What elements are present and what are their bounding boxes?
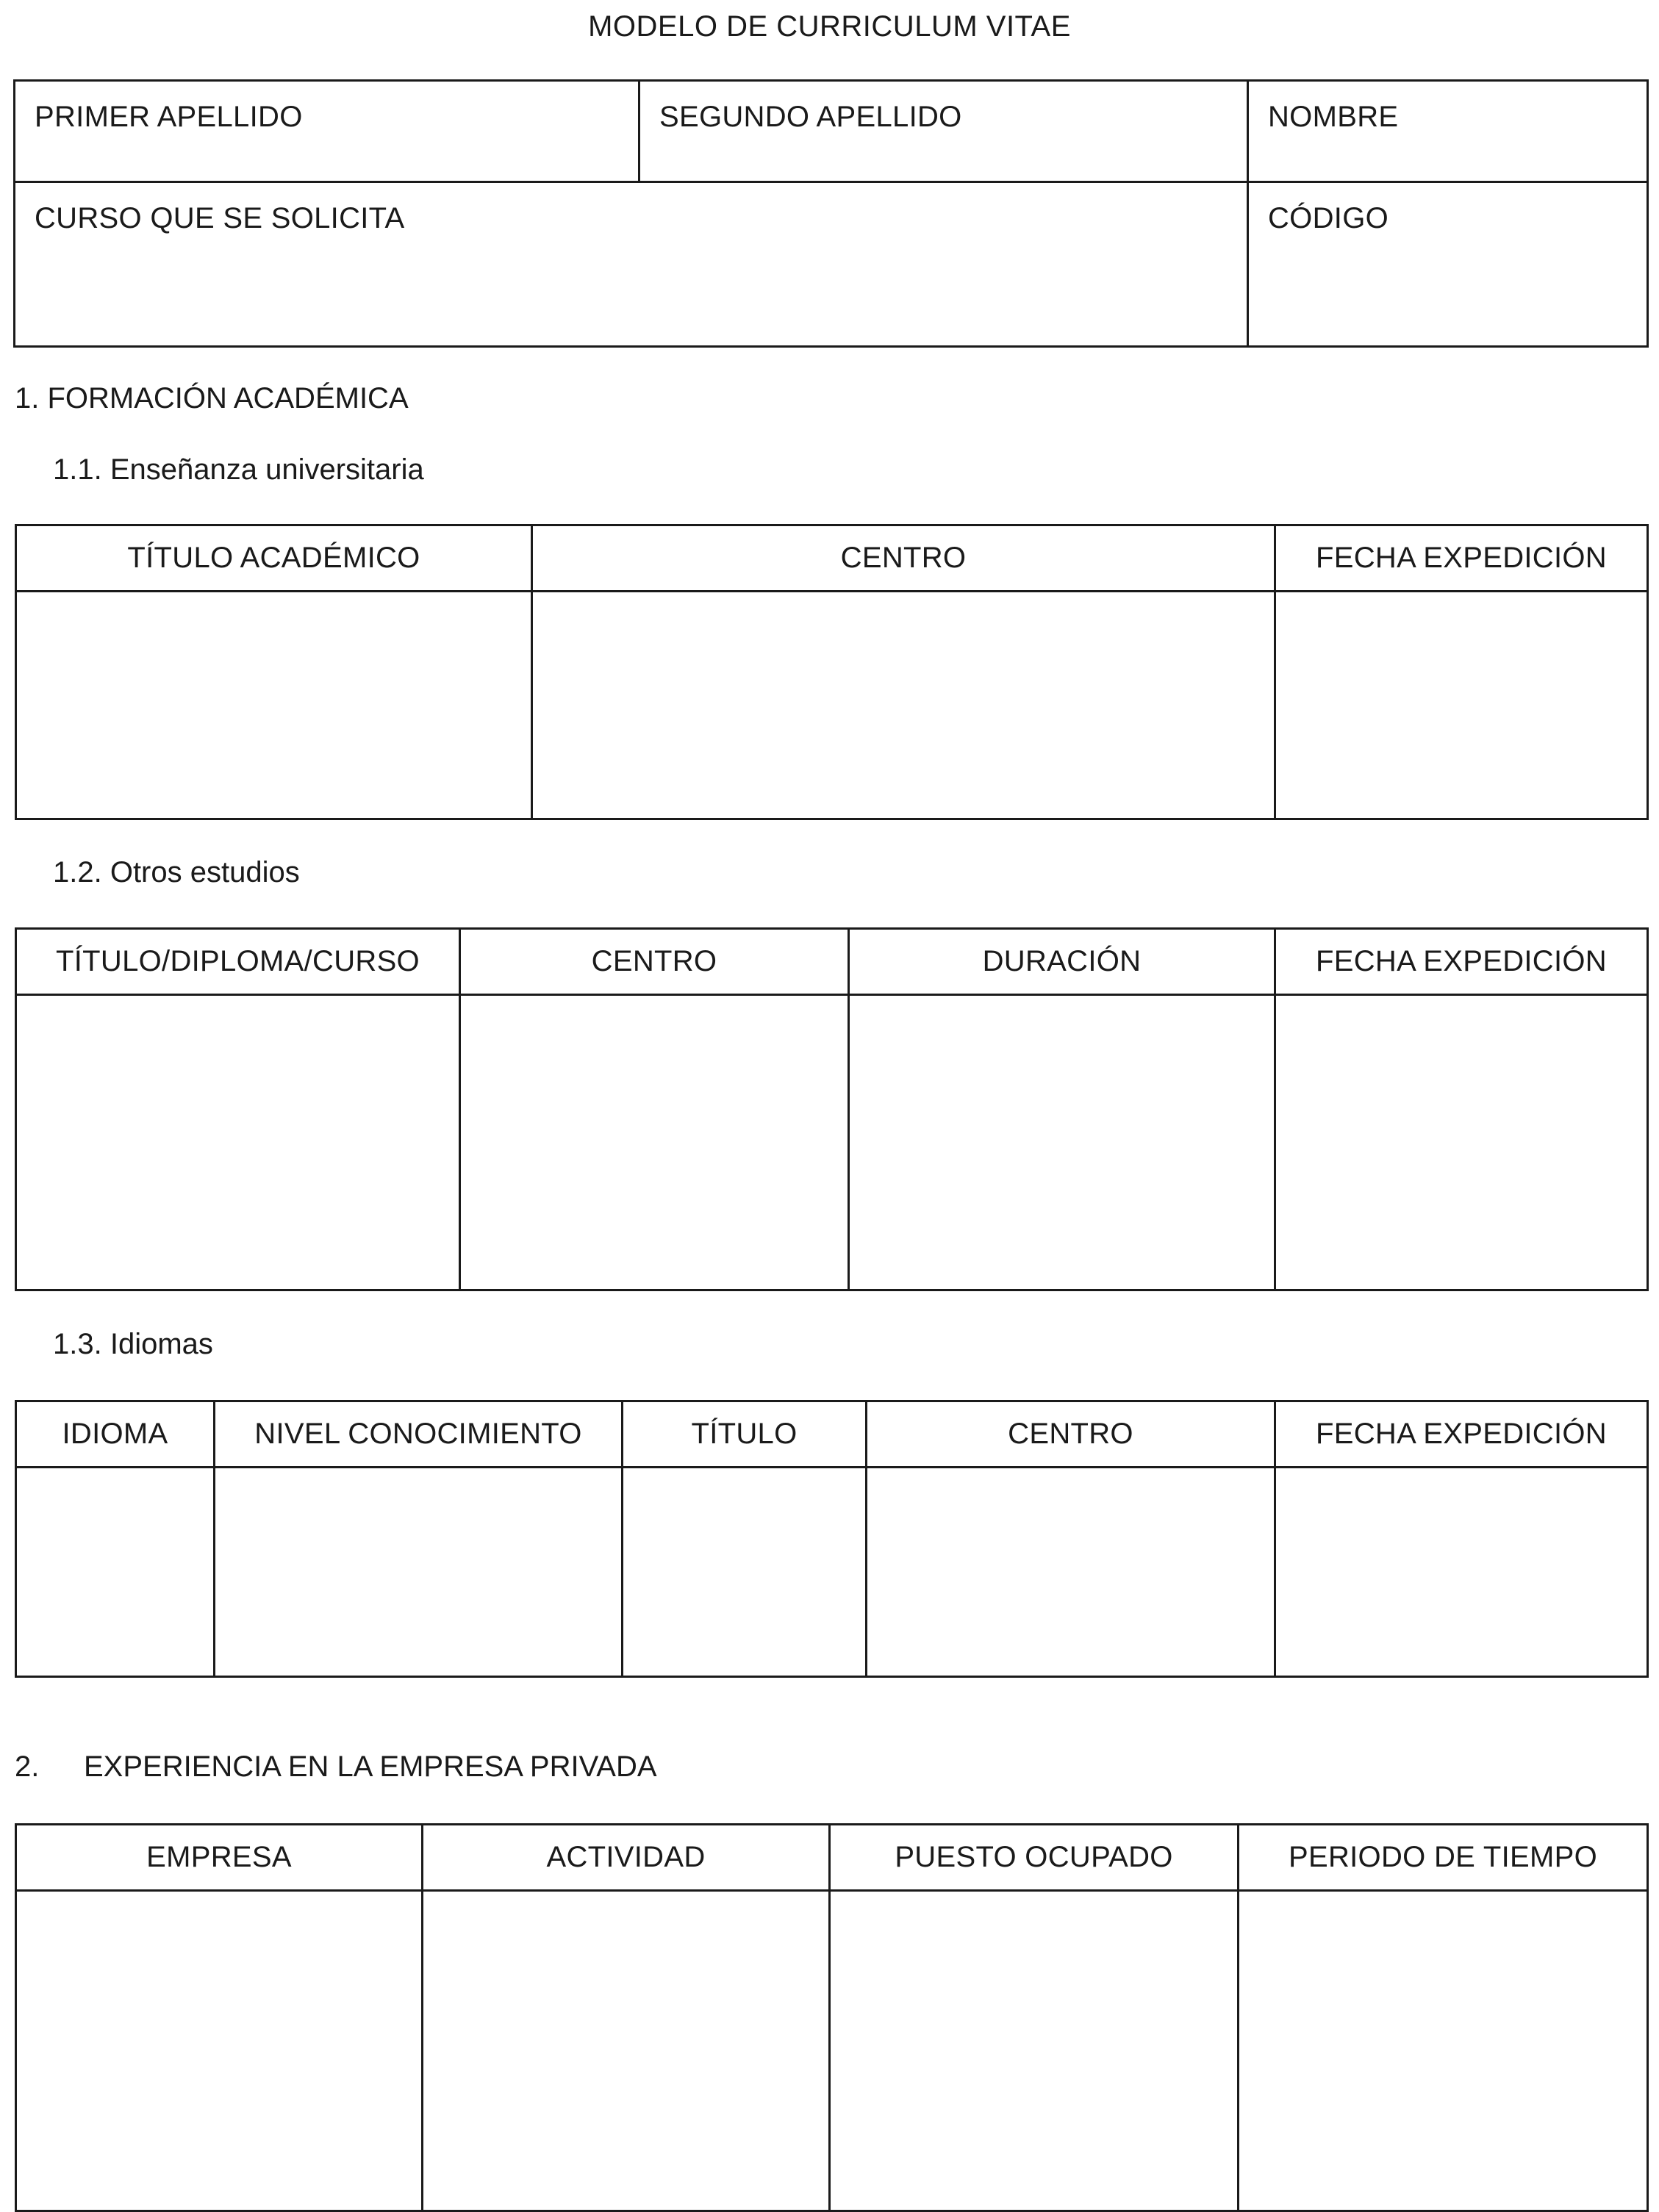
column-header-time-period: PERIODO DE TIEMPO <box>1239 1825 1648 1891</box>
column-header-position-held: PUESTO OCUPADO <box>830 1825 1239 1891</box>
title-diploma-course-cell[interactable] <box>16 995 460 1290</box>
language-cell[interactable] <box>16 1468 215 1677</box>
column-header-knowledge-level: NIVEL CONOCIMIENTO <box>215 1401 623 1468</box>
position-held-cell[interactable] <box>830 1891 1239 2211</box>
private-sector-experience-table <box>15 1823 1649 2212</box>
column-header-center: CENTRO <box>867 1401 1275 1468</box>
section-2-number: 2. <box>15 1750 40 1783</box>
code-field[interactable] <box>1248 182 1648 347</box>
column-header-issue-date: FECHA EXPEDICIÓN <box>1275 525 1648 592</box>
second-surname-label: SEGUNDO APELLIDO <box>659 101 962 133</box>
document-title: MODELO DE CURRICULUM VITAE <box>588 10 1071 43</box>
column-header-duration: DURACIÓN <box>849 929 1275 995</box>
title-cell[interactable] <box>623 1468 867 1677</box>
column-header-title-diploma-course: TÍTULO/DIPLOMA/CURSO <box>16 929 460 995</box>
column-header-issue-date: FECHA EXPEDICIÓN <box>1275 929 1648 995</box>
column-header-academic-title: TÍTULO ACADÉMICO <box>16 525 532 592</box>
center-cell[interactable] <box>867 1468 1275 1677</box>
section-1-heading: 1. FORMACIÓN ACADÉMICA <box>15 382 409 414</box>
subsection-1-3-heading: 1.3. Idiomas <box>53 1328 213 1360</box>
column-header-company: EMPRESA <box>16 1825 423 1891</box>
column-header-center: CENTRO <box>532 525 1275 592</box>
center-cell[interactable] <box>460 995 849 1290</box>
company-cell[interactable] <box>16 1891 423 2211</box>
column-header-center: CENTRO <box>460 929 849 995</box>
first-surname-label: PRIMER APELLIDO <box>35 101 303 133</box>
column-header-activity: ACTIVIDAD <box>423 1825 830 1891</box>
issue-date-cell[interactable] <box>1275 1468 1648 1677</box>
center-cell[interactable] <box>532 592 1275 819</box>
column-header-language: IDIOMA <box>16 1401 215 1468</box>
time-period-cell[interactable] <box>1239 1891 1648 2211</box>
issue-date-cell[interactable] <box>1275 592 1648 819</box>
name-label: NOMBRE <box>1268 101 1399 133</box>
subsection-1-1-heading: 1.1. Enseñanza universitaria <box>53 453 424 486</box>
name-field[interactable] <box>1248 81 1648 182</box>
languages-table <box>15 1400 1649 1678</box>
first-surname-field[interactable] <box>15 81 639 182</box>
academic-title-cell[interactable] <box>16 592 532 819</box>
second-surname-field[interactable] <box>639 81 1248 182</box>
university-education-table <box>15 524 1649 820</box>
section-2-heading: EXPERIENCIA EN LA EMPRESA PRIVADA <box>84 1750 657 1783</box>
code-label: CÓDIGO <box>1268 202 1389 234</box>
activity-cell[interactable] <box>423 1891 830 2211</box>
issue-date-cell[interactable] <box>1275 995 1648 1290</box>
knowledge-level-cell[interactable] <box>215 1468 623 1677</box>
column-header-issue-date: FECHA EXPEDICIÓN <box>1275 1401 1648 1468</box>
requested-course-field[interactable] <box>15 182 1248 347</box>
requested-course-label: CURSO QUE SE SOLICITA <box>35 202 405 234</box>
header-form-table <box>13 79 1649 348</box>
other-studies-table <box>15 927 1649 1291</box>
column-header-title: TÍTULO <box>623 1401 867 1468</box>
duration-cell[interactable] <box>849 995 1275 1290</box>
subsection-1-2-heading: 1.2. Otros estudios <box>53 856 300 888</box>
